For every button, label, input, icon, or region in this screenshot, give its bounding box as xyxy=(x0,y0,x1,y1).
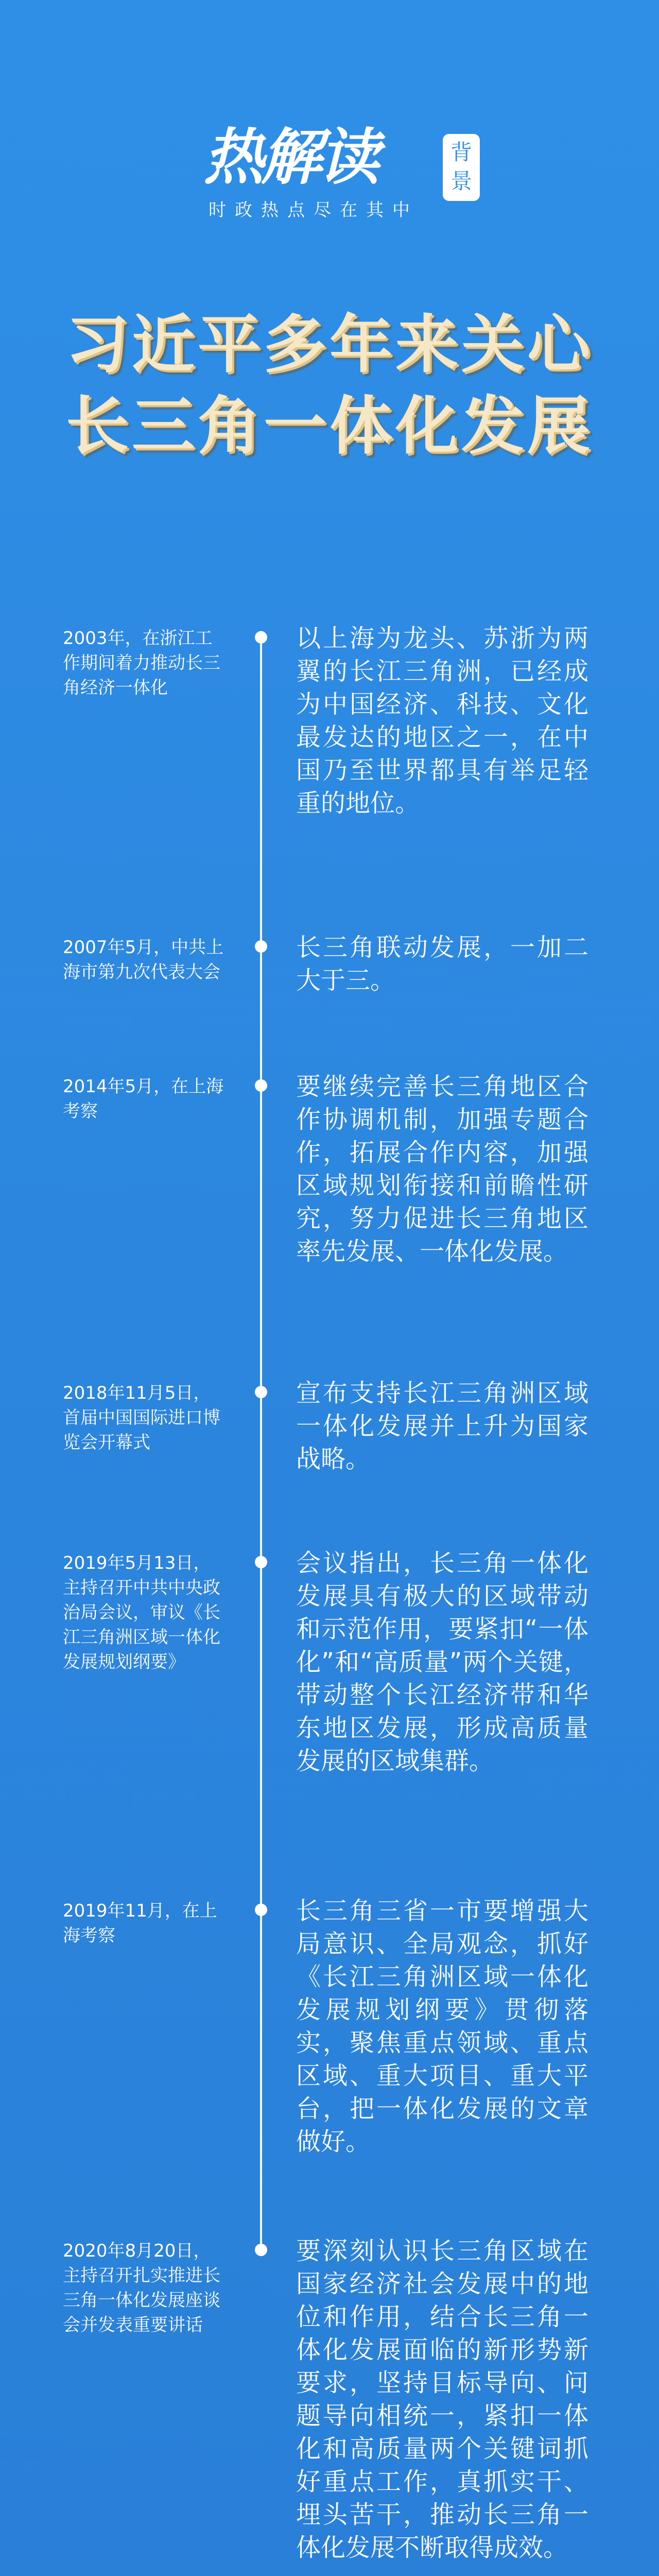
timeline-dot xyxy=(255,1386,267,1398)
timeline-date: 2014年5月，在上海考察 xyxy=(63,1076,224,1122)
timeline-date: 2019年5月13日，主持召开中共中央政治局会议，审议《长江三角洲区域一体化发展规划纲要》 xyxy=(63,1553,220,1672)
timeline-date: 2003年，在浙江工作期间着力推动长三角经济一体化 xyxy=(63,628,220,698)
page-title-line-1: 习近平多年来关心 xyxy=(66,308,593,381)
timeline-text: 以上海为龙头、苏浙为两翼的长江三角洲，已经成为中国经济、科技、文化最发达的地区之一，在中国乃至世界都具有举足轻重的地位。 xyxy=(296,624,588,818)
timeline-date: 2007年5月，中共上海市第九次代表大会 xyxy=(63,937,224,982)
timeline-text: 长三角三省一市要增强大局意识、全局观念，抓好《长江三角洲区域一体化发展规划纲要》贯彻落实，聚焦重点领域、重点区域、重大项目、重大平台，把一体化发展的文章做好。 xyxy=(296,1896,588,2156)
timeline-dot xyxy=(255,940,267,953)
timeline-text: 要继续完善长三角地区合作协调机制，加强专题合作，拓展合作内容，加强区域规划衔接和前瞻性研究，努力促进长三角地区率先发展、一体化发展。 xyxy=(296,1072,588,1266)
timeline-dot xyxy=(255,1904,267,1916)
timeline-line xyxy=(260,631,262,2244)
timeline-text: 宣布支持长江三角洲区域一体化发展并上升为国家战略。 xyxy=(296,1379,588,1473)
brand-title: 热解读 xyxy=(203,121,377,193)
page-title-line-2: 长三角一体化发展 xyxy=(66,389,593,463)
timeline-dot xyxy=(255,1079,267,1092)
page-title xyxy=(0,304,659,467)
brand-slogan: 时政热点尽在其中 xyxy=(209,200,419,221)
timeline-dot xyxy=(255,2244,267,2256)
timeline-text: 长三角联动发展，一加二大于三。 xyxy=(296,933,588,995)
timeline-text: 会议指出，长三角一体化发展具有极大的区域带动和示范作用，要紧扣“一体化”和“高质量”两个关键，带动整个长江经济带和华东地区发展，形成高质量发展的区域集群。 xyxy=(296,1549,588,1775)
brand-tag: 背景 xyxy=(443,134,480,201)
timeline-text: 要深刻认识长三角区域在国家经济社会发展中的地位和作用，结合长三角一体化发展面临的新形势新要求，坚持目标导向、问题导向相统一，紧扣一体化和高质量两个关键词抓好重点工作，真抓实干、埋头苦干，推动长三角一体化发展不断取得成效。 xyxy=(296,2236,588,2562)
timeline-date: 2018年11月5日，首届中国国际进口博览会开幕式 xyxy=(63,1383,220,1453)
timeline-dot xyxy=(255,631,267,643)
timeline-date: 2019年11月，在上海考察 xyxy=(63,1901,217,1946)
timeline-date: 2020年8月20日，主持召开扎实推进长三角一体化发展座谈会并发表重要讲话 xyxy=(63,2241,220,2335)
brand-header xyxy=(0,118,659,232)
timeline-dot xyxy=(255,1556,267,1568)
